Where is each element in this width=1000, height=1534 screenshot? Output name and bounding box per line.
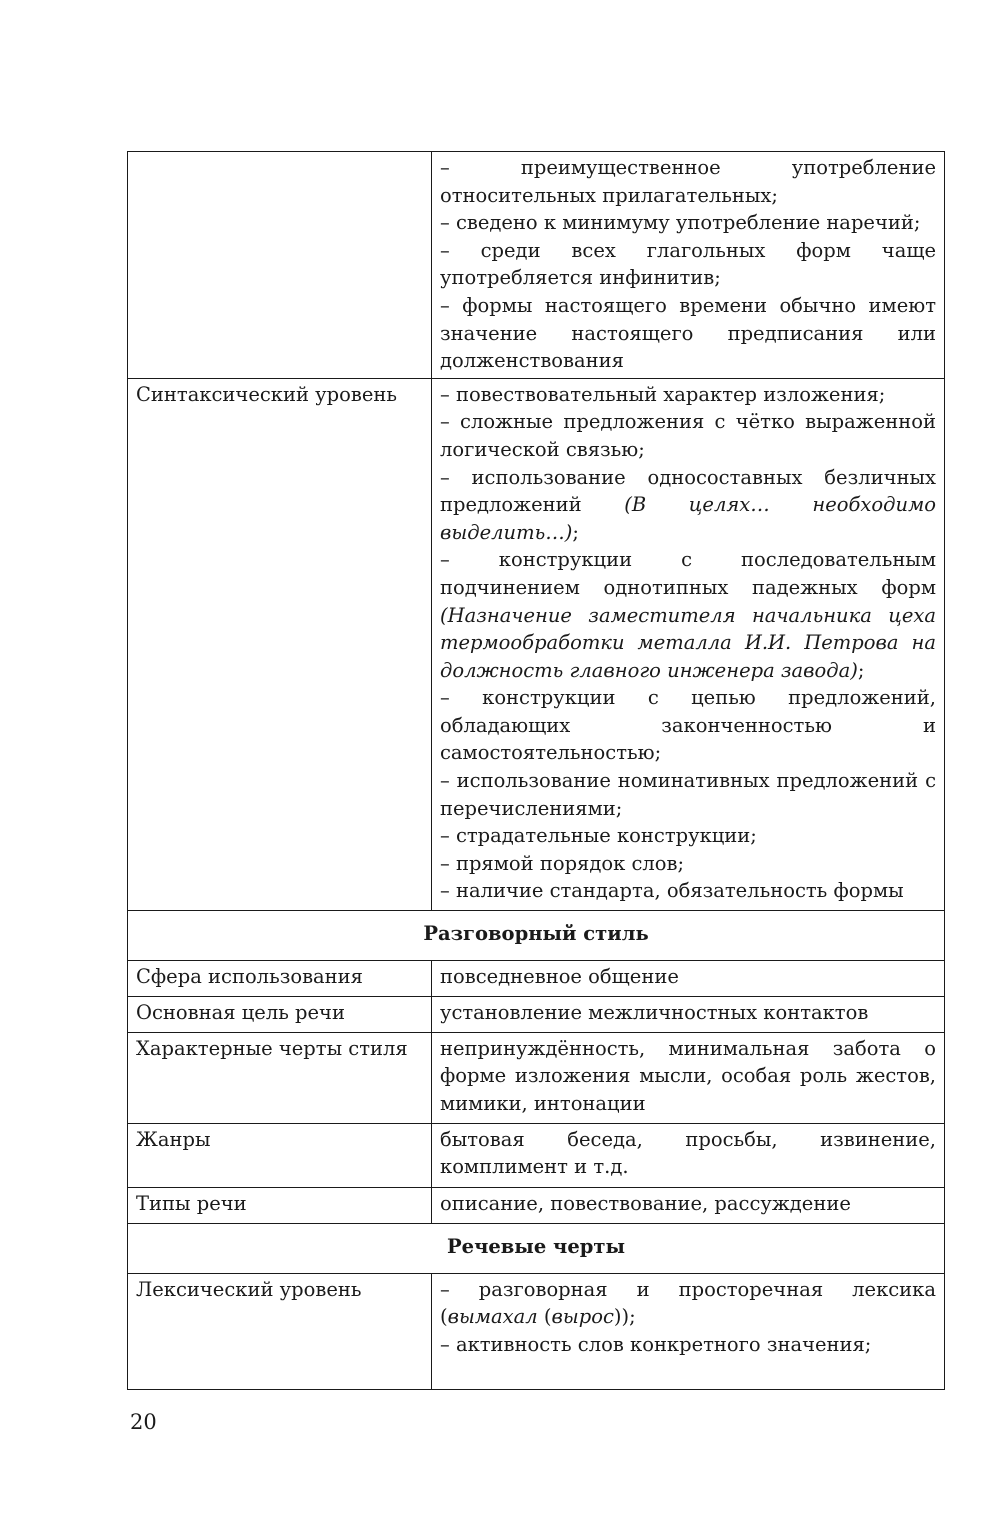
row-content-cell xyxy=(432,1032,945,1123)
table-row xyxy=(128,1187,945,1223)
row-content-cell xyxy=(432,1123,945,1187)
list-item: – конструкции с цепью предложений, обладающих законченностью и самостоятельностью; xyxy=(440,686,936,765)
row-content-cell xyxy=(432,152,945,379)
table-row xyxy=(128,996,945,1032)
table-row xyxy=(128,1123,945,1187)
row-content-cell: установление межличностных контактов xyxy=(432,996,945,1032)
list-item: – среди всех глагольных форм чаще употребляется инфинитив; xyxy=(440,238,936,290)
row-label-cell: Лексический уровень xyxy=(128,1273,432,1389)
list-item: – повествовательный характер изложения; xyxy=(440,382,886,406)
table-row xyxy=(128,152,945,379)
list-item: – формы настоящего времени обычно имеют значение настоящего предписания или долженствования xyxy=(440,293,936,373)
row-label-cell: Типы речи xyxy=(128,1187,432,1223)
table-row xyxy=(128,1032,945,1123)
cell-text: бытовая беседа, просьбы, извинение, комплимент и т.д. xyxy=(440,1127,936,1179)
cell-text: непринуждённость, минимальная забота о форме изложения мысли, особая роль жестов, мимики, интонации xyxy=(440,1036,936,1115)
list-item: – использование номинативных предложений с перечислениями; xyxy=(440,769,936,820)
row-label-cell: Синтаксический уровень xyxy=(128,378,432,910)
page-number: 20 xyxy=(130,1410,157,1434)
item-text: – использование односоставных безличных предложений xyxy=(440,465,936,517)
table-row xyxy=(128,960,945,996)
row-label-cell: Основная цель речи xyxy=(128,996,432,1032)
item-punct: ; xyxy=(857,658,865,682)
list-item: – страдательные конструкции; xyxy=(440,824,757,848)
table-row xyxy=(128,1273,945,1389)
example-text: (В целях… необходимо выделить…) xyxy=(440,493,936,544)
section-row xyxy=(128,1223,945,1273)
item-punct: )); xyxy=(613,1305,636,1329)
row-content-cell xyxy=(432,1273,945,1389)
row-label-cell xyxy=(128,152,432,379)
list-item: – сведено к минимуму употребление наречий; xyxy=(440,211,921,235)
section-heading: Речевые черты xyxy=(128,1223,945,1273)
list-item: – активность слов конкретного значения; xyxy=(440,1332,872,1356)
row-label-cell: Сфера использования xyxy=(128,960,432,996)
row-label-cell: Жанры xyxy=(128,1123,432,1187)
example-text: (Назначение заместителя начальника цеха термообработки металла И.И. Петрова на должность главного инженера завода) xyxy=(440,603,936,682)
example-text: вырос xyxy=(551,1305,614,1329)
list-item: – преимущественное употребление относительных прилагательных; xyxy=(440,156,936,207)
list-item xyxy=(440,1276,936,1331)
row-content-cell xyxy=(432,378,945,910)
item-text: – разговорная и просторечная лексика ( xyxy=(440,1277,936,1329)
example-text: вымахал xyxy=(447,1305,538,1329)
row-label-cell: Характерные черты стиля xyxy=(128,1032,432,1123)
list-item xyxy=(440,546,936,684)
list-item: – прямой порядок слов; xyxy=(440,851,685,875)
style-table xyxy=(127,151,945,1390)
row-content-cell: описание, повествование, рассуждение xyxy=(432,1187,945,1223)
item-punct: ; xyxy=(572,520,579,544)
list-item: – наличие стандарта, обязательность формы xyxy=(440,879,904,903)
section-heading: Разговорный стиль xyxy=(128,910,945,960)
item-text: – конструкции с последовательным подчинением однотипных падежных форм xyxy=(440,548,936,599)
row-content-cell: повседневное общение xyxy=(432,960,945,996)
section-row xyxy=(128,910,945,960)
item-text: ( xyxy=(537,1305,552,1329)
table-row xyxy=(128,378,945,910)
list-item xyxy=(440,464,936,547)
list-item: – сложные предложения с чётко выраженной логической связью; xyxy=(440,410,936,461)
